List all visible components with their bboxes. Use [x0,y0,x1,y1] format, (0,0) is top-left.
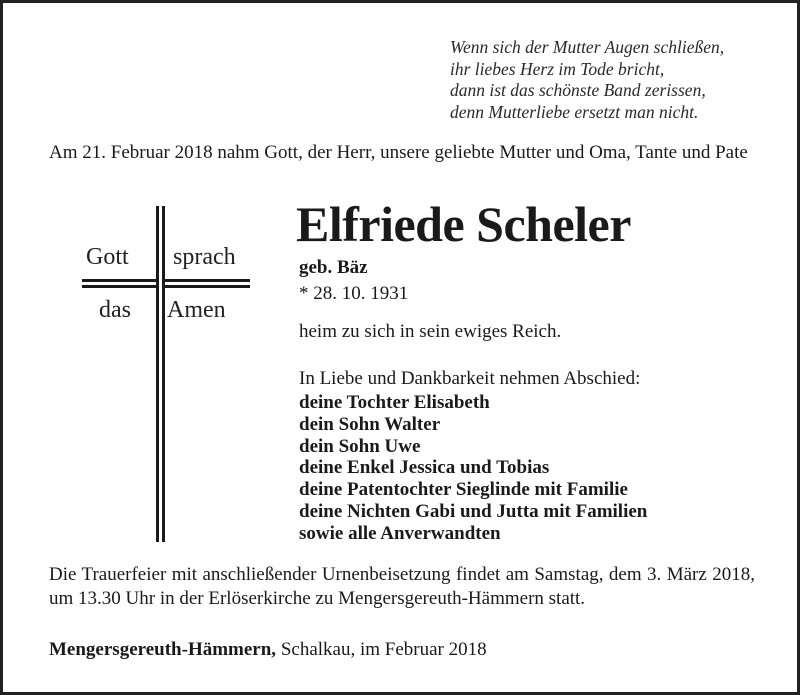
memorial-poem [450,37,724,123]
poem-line: dann ist das schönste Band zerissen, [450,80,706,100]
place-rest: Schalkau, im Februar 2018 [276,639,487,660]
cross-vertical-line [156,206,159,542]
cross-center-gap [159,279,162,288]
mourners-list [299,392,647,545]
birth-name: geb. Bäz [299,257,368,278]
mourner-entry: dein Sohn Uwe [299,435,421,457]
cross-horizontal-line [82,285,250,288]
mourner-entry: deine Patentochter Sieglinde mit Familie [299,479,628,501]
poem-line: denn Mutterliebe ersetzt man nicht. [450,101,699,122]
place-and-date [49,639,487,661]
mourner-entry: deine Enkel Jessica und Tobias [299,457,550,479]
mourner-entry: sowie alle Anverwandten [299,522,501,544]
poem-line: ihr liebes Herz im Tode bricht, [450,58,665,79]
cross-word: sprach [173,244,236,270]
place-town: Mengersgereuth-Hämmern, [49,639,277,660]
cross-word: das [99,297,131,323]
home-text: heim zu sich in sein ewiges Reich. [299,321,562,342]
cross-vertical-line [162,206,165,542]
intro-text: Am 21. Februar 2018 nahm Gott, der Herr, unsere geliebte Mutter und Oma, Tante und Pate [49,142,748,163]
mourner-entry: dein Sohn Walter [299,413,441,435]
mourner-entry: deine Tochter Elisabeth [299,392,490,413]
birth-date: * 28. 10. 1931 [299,283,409,304]
mourner-entry: deine Nichten Gabi und Jutta mit Familien [299,500,648,522]
cross-word: Gott [86,244,129,270]
cross-word: Amen [167,297,226,323]
cross-horizontal-line [82,279,250,282]
deceased-name: Elfriede Scheler [296,196,631,252]
service-details: Die Trauerfeier mit anschließender Urnenbeisetzung findet am Samstag, dem 3. März 2018, um 13.30 Uhr in der Erlöserkirche zu Mengersgereuth-Hämmern statt. [49,564,755,609]
farewell-text: In Liebe und Dankbarkeit nehmen Abschied: [299,368,641,389]
poem-line: Wenn sich der Mutter Augen schließen, [450,37,725,57]
